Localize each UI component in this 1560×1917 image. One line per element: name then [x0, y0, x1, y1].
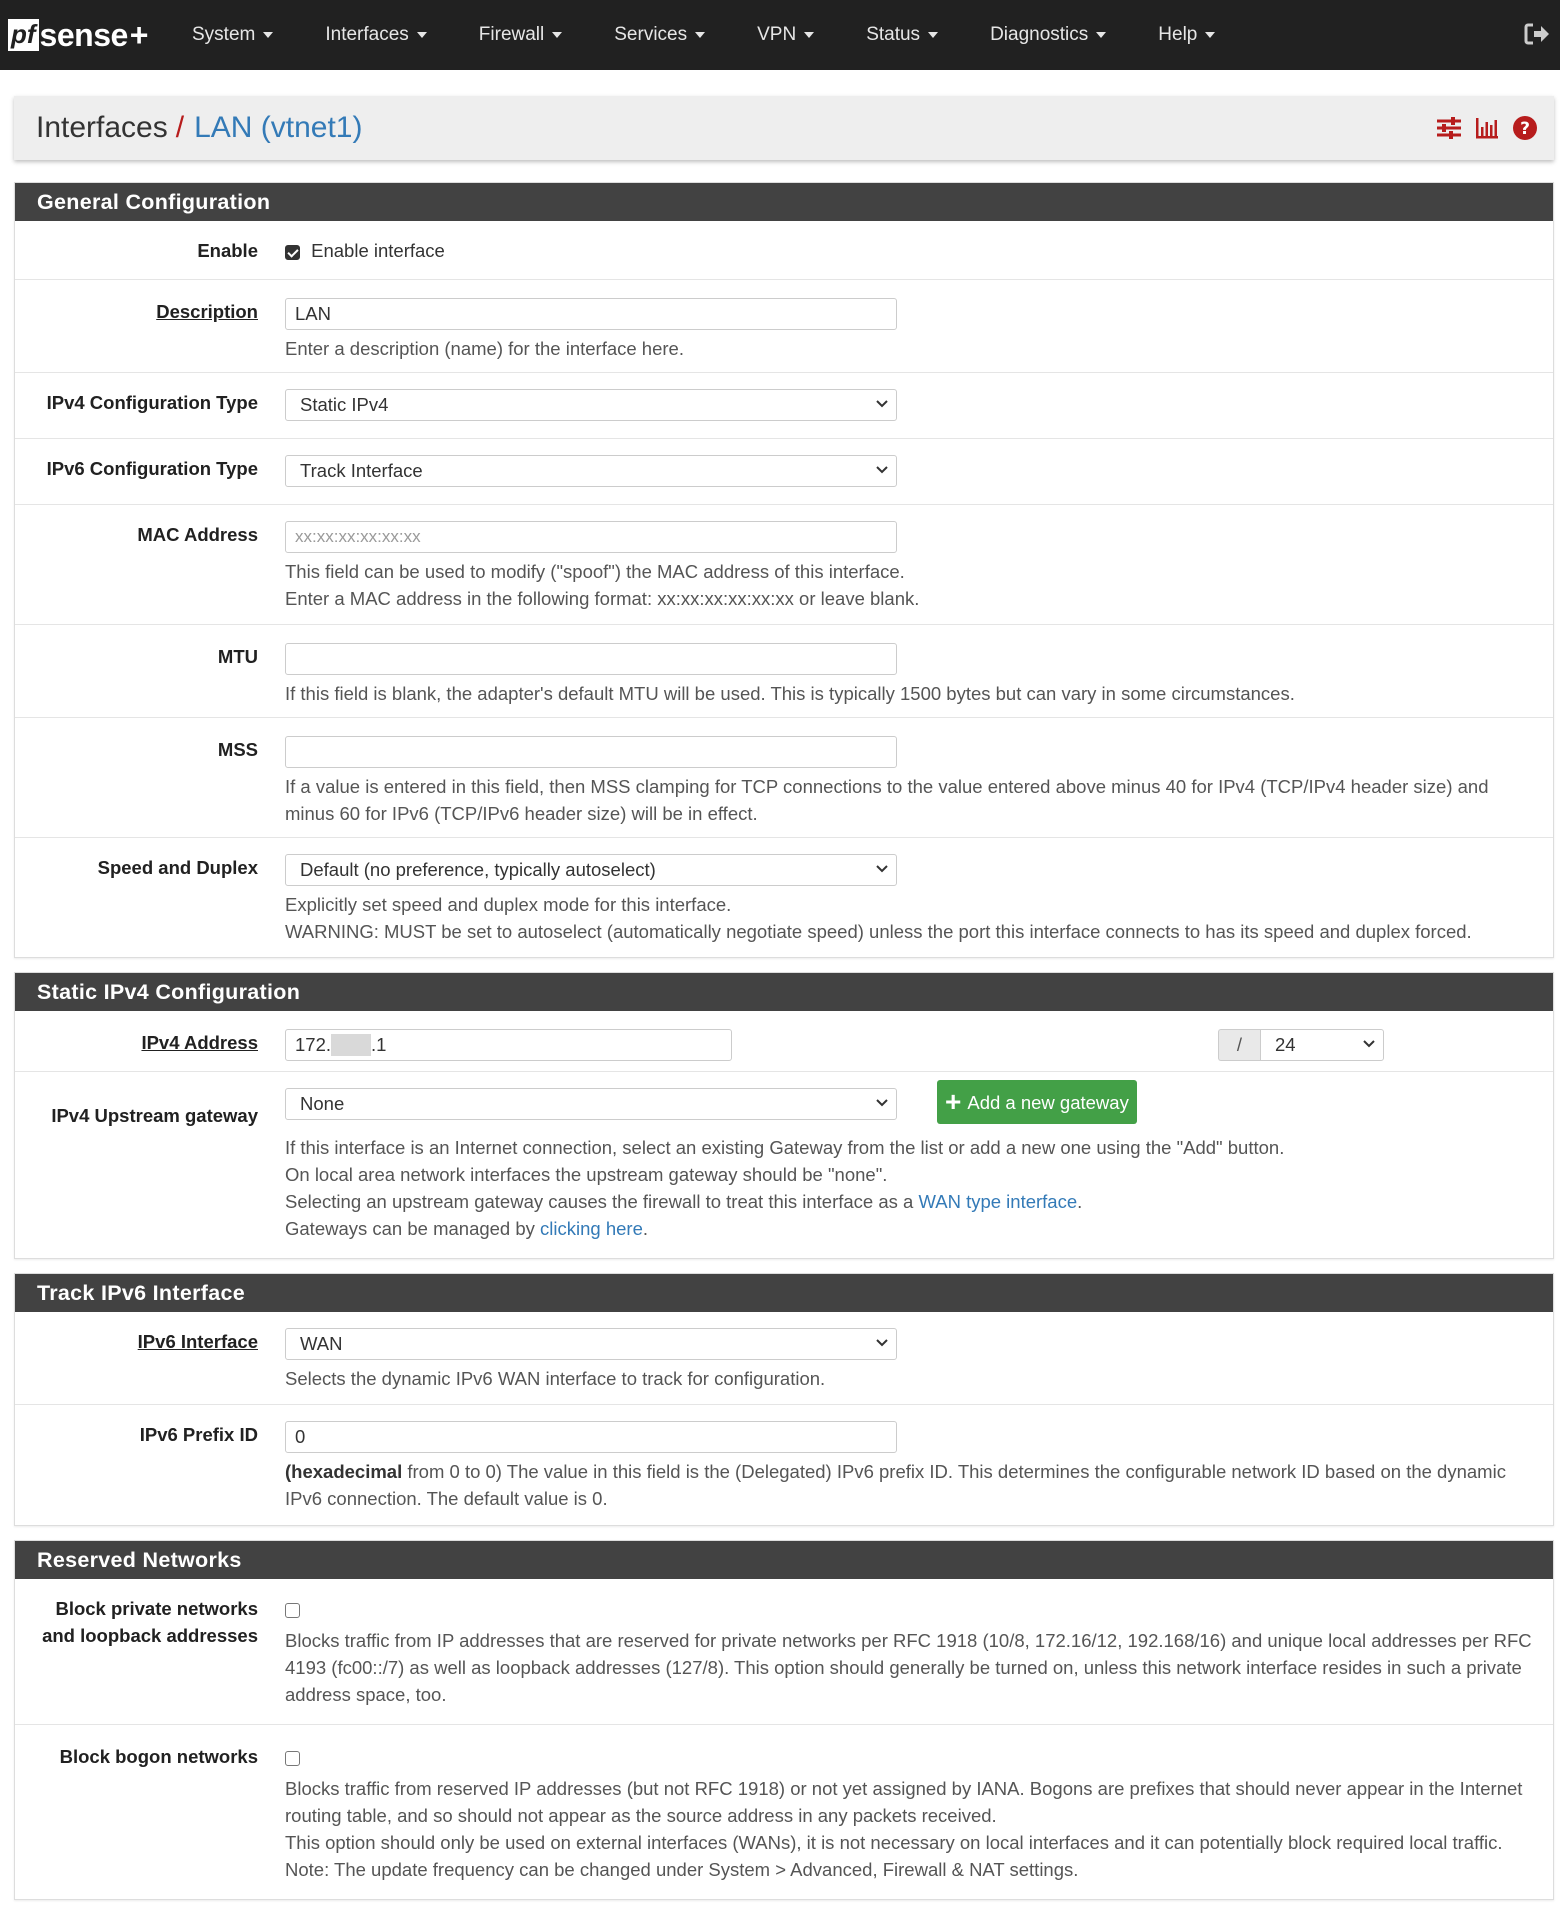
- enable-checkbox-label[interactable]: Enable interface: [311, 240, 445, 261]
- mtu-input[interactable]: [285, 643, 897, 675]
- breadcrumb: [14, 96, 1554, 160]
- caret-down-icon: [695, 32, 705, 38]
- ipv6-type-select[interactable]: Track Interface: [285, 455, 897, 487]
- panel-title: Static IPv4 Configuration: [15, 973, 1553, 1011]
- field-label: IPv6 Interface: [137, 1331, 258, 1352]
- logout-icon[interactable]: [1524, 22, 1550, 46]
- breadcrumb-current[interactable]: LAN (vtnet1): [194, 111, 363, 144]
- help-text: On local area network interfaces the upstream gateway should be "none".: [285, 1164, 888, 1185]
- chevron-down-icon: [876, 1339, 888, 1348]
- chevron-down-icon: [876, 865, 888, 874]
- breadcrumb-root[interactable]: Interfaces: [36, 111, 168, 144]
- nav-firewall[interactable]: Firewall: [453, 0, 588, 70]
- ipv6-prefix-row: [15, 1405, 1553, 1525]
- help-text: If a value is entered in this field, then MSS clamping for TCP connections to the value entered above minus 40 for IPv4 (TCP/IPv4 header size) and minus 60 for IPv6 (TCP/IPv6 header size) will be in effect.: [285, 776, 1489, 824]
- panel-title: Reserved Networks: [15, 1541, 1553, 1579]
- help-text: If this interface is an Internet connection, select an existing Gateway from the list or add a new one using the "Add" button.: [285, 1137, 1285, 1158]
- speed-duplex-select[interactable]: Default (no preference, typically autoselect): [285, 854, 897, 886]
- chevron-down-icon: [1363, 1040, 1375, 1049]
- help-text: If this field is blank, the adapter's default MTU will be used. This is typically 1500 bytes but can vary in some circumstances.: [285, 683, 1295, 704]
- help-text: Gateways can be managed by clicking here.: [285, 1218, 649, 1239]
- caret-down-icon: [1096, 32, 1106, 38]
- caret-down-icon: [263, 32, 273, 38]
- field-label: MSS: [217, 739, 258, 760]
- chevron-down-icon: [876, 1099, 888, 1108]
- caret-down-icon: [552, 32, 562, 38]
- help-text: Enter a MAC address in the following format: xx:xx:xx:xx:xx:xx or leave blank.: [285, 588, 920, 609]
- block-private-checkbox[interactable]: [285, 1603, 300, 1618]
- help-text: Explicitly set speed and duplex mode for this interface.: [285, 894, 732, 915]
- description-row: [15, 280, 1553, 373]
- redacted-block: [331, 1034, 371, 1056]
- block-bogon-checkbox[interactable]: [285, 1751, 300, 1766]
- wan-type-interface-link[interactable]: WAN type interface: [918, 1191, 1078, 1212]
- svg-text:?: ?: [1520, 119, 1530, 139]
- field-label: IPv6 Prefix ID: [139, 1424, 258, 1445]
- caret-down-icon: [417, 32, 427, 38]
- caret-down-icon: [928, 32, 938, 38]
- field-label: Description: [156, 301, 258, 322]
- help-text: WARNING: MUST be set to autoselect (automatically negotiate speed) unless the port this interface connects to has its speed and duplex forced.: [285, 921, 1472, 942]
- enable-checkbox[interactable]: [285, 245, 300, 260]
- ipv6-prefix-input[interactable]: 0: [285, 1421, 897, 1453]
- block-private-row: [15, 1579, 1553, 1725]
- help-text: (hexadecimal from 0 to 0) The value in this field is the (Delegated) IPv6 prefix ID. This determines the configurable network ID based on the dynamic IPv6 connection. The default value is 0.: [285, 1461, 1506, 1509]
- help-text: This field can be used to modify ("spoof") the MAC address of this interface.: [285, 561, 905, 582]
- help-text: Selecting an upstream gateway causes the firewall to treat this interface as a WAN type interface.: [285, 1191, 1083, 1212]
- reserved-networks-panel: [14, 1540, 1554, 1900]
- mss-input[interactable]: [285, 736, 897, 768]
- caret-down-icon: [804, 32, 814, 38]
- nav-vpn[interactable]: VPN: [731, 0, 840, 70]
- gateways-link[interactable]: clicking here: [540, 1218, 643, 1239]
- field-label: Block bogon networks: [59, 1746, 258, 1767]
- cidr-slash: /: [1218, 1029, 1260, 1061]
- mss-row: [15, 718, 1553, 838]
- ipv4-type-row: [15, 373, 1553, 439]
- general-configuration-panel: [14, 182, 1554, 958]
- panel-title: Track IPv6 Interface: [15, 1274, 1553, 1312]
- block-bogon-row: [15, 1725, 1553, 1899]
- bar-chart-icon[interactable]: [1474, 115, 1500, 141]
- add-gateway-button[interactable]: + Add a new gateway: [937, 1080, 1137, 1124]
- track-ipv6-panel: [14, 1273, 1554, 1526]
- help-text: Blocks traffic from reserved IP addresses (but not RFC 1918) or not yet assigned by IANA. Bogons are prefixes that should never appear in the Internet routing table, and so should not appear as the source address in any packets received.: [285, 1778, 1523, 1826]
- ipv6-type-row: [15, 439, 1553, 505]
- mtu-row: [15, 625, 1553, 718]
- static-ipv4-panel: [14, 972, 1554, 1259]
- top-navbar: [0, 0, 1560, 70]
- nav-services[interactable]: Services: [588, 0, 731, 70]
- ipv6-interface-row: [15, 1312, 1553, 1405]
- field-label: IPv4 Address: [141, 1032, 258, 1053]
- help-text: Blocks traffic from IP addresses that are reserved for private networks per RFC 1918 (10/8, 172.16/12, 192.168/16) and unique local addresses per RFC 4193 (fc00::/7) as well as loopback addresses (127/8). This option should generally be turned on, unless this network interface resides in such a private address space, too.: [285, 1630, 1532, 1705]
- speed-duplex-row: [15, 838, 1553, 957]
- field-label: MAC Address: [137, 524, 258, 545]
- field-label: IPv6 Configuration Type: [46, 458, 258, 479]
- field-label: Speed and Duplex: [97, 857, 258, 878]
- pfsense-logo[interactable]: pf sense +: [8, 17, 166, 54]
- nav-help[interactable]: Help: [1132, 0, 1241, 70]
- nav-diagnostics[interactable]: Diagnostics: [964, 0, 1132, 70]
- ipv4-gateway-select[interactable]: None: [285, 1088, 897, 1120]
- caret-down-icon: [1205, 32, 1215, 38]
- help-text: Enter a description (name) for the interface here.: [285, 338, 684, 359]
- nav-status[interactable]: Status: [840, 0, 964, 70]
- help-icon[interactable]: [1512, 115, 1538, 141]
- cidr-select[interactable]: 24: [1260, 1029, 1384, 1061]
- chevron-down-icon: [876, 466, 888, 475]
- mac-address-input[interactable]: xx:xx:xx:xx:xx:xx: [285, 521, 897, 553]
- field-label: MTU: [217, 646, 258, 667]
- ipv4-address-input[interactable]: 172. .1: [285, 1029, 732, 1061]
- field-label: IPv4 Upstream gateway: [51, 1105, 258, 1126]
- help-text: Selects the dynamic IPv6 WAN interface to track for configuration.: [285, 1368, 826, 1389]
- breadcrumb-separator: /: [175, 111, 185, 144]
- ipv4-gateway-row: [15, 1072, 1553, 1258]
- description-input[interactable]: LAN: [285, 298, 897, 330]
- help-text: This option should only be used on external interfaces (WANs), it is not necessary on local interfaces and it can potentially block required local traffic.: [285, 1832, 1503, 1853]
- plus-icon: +: [945, 1086, 962, 1117]
- chevron-down-icon: [876, 400, 888, 409]
- sliders-icon[interactable]: [1436, 115, 1462, 141]
- mac-address-row: [15, 505, 1553, 625]
- ipv6-interface-select[interactable]: WAN: [285, 1328, 897, 1360]
- help-text: Note: The update frequency can be changed under System > Advanced, Firewall & NAT settings.: [285, 1859, 1079, 1880]
- ipv4-address-row: [15, 1011, 1553, 1072]
- nav-interfaces[interactable]: Interfaces: [299, 0, 452, 70]
- panel-title: General Configuration: [15, 183, 1553, 221]
- field-label: Block private networks and loopback addresses: [42, 1598, 258, 1646]
- nav-system[interactable]: System: [166, 0, 299, 70]
- field-label: IPv4 Configuration Type: [46, 392, 258, 413]
- ipv4-type-select[interactable]: Static IPv4: [285, 389, 897, 421]
- field-label: Enable: [197, 240, 258, 261]
- enable-row: [15, 221, 1553, 280]
